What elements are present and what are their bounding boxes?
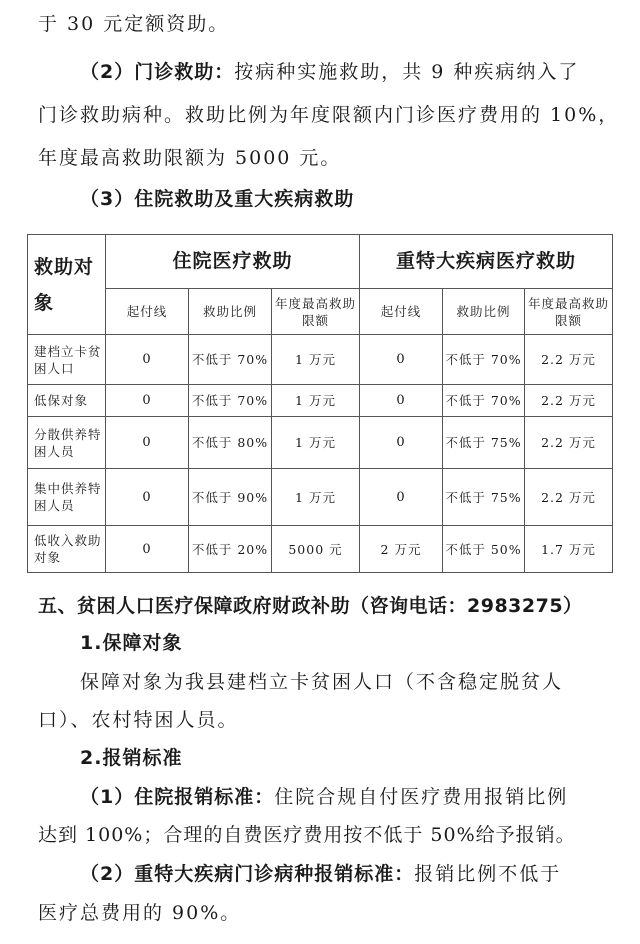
group-header-major-disease: 重特大疾病医疗救助 xyxy=(360,235,613,289)
aid-table xyxy=(27,234,613,573)
text-line xyxy=(80,60,620,84)
sub-header: 救助比例 xyxy=(189,289,272,335)
table-cell: 不低于 70% xyxy=(189,385,272,417)
table-cell: 0 xyxy=(106,385,189,417)
text-line: 医疗总费用的 90%。 xyxy=(38,902,242,924)
table-cell: 不低于 70% xyxy=(443,335,525,385)
section-title: 五、贫困人口医疗保障政府财政补助（咨询电话：2983275） xyxy=(38,595,583,617)
subsection-title: 2.报销标准 xyxy=(80,747,183,769)
text-line: 年度最高救助限额为 5000 元。 xyxy=(38,147,342,169)
text-line: 口）、农村特困人员。 xyxy=(38,709,239,731)
table-cell: 不低于 80% xyxy=(189,417,272,469)
table-cell: 1 万元 xyxy=(272,385,360,417)
text-line xyxy=(80,785,620,809)
table-cell: 0 xyxy=(360,335,443,385)
sub-header: 救助比例 xyxy=(443,289,525,335)
item-text: 按病种实施救助，共 9 种疾病纳入了 xyxy=(234,61,580,83)
row-label: 低保对象 xyxy=(28,385,106,417)
text-line: 达到 100%；合理的自费医疗费用按不低于 50%给予报销。 xyxy=(38,824,576,846)
item-label: （2）门诊救助： xyxy=(80,61,235,83)
table-cell: 2.2 万元 xyxy=(525,385,613,417)
table-cell: 不低于 50% xyxy=(443,526,525,573)
table-cell: 1 万元 xyxy=(272,417,360,469)
table-cell: 不低于 75% xyxy=(443,469,525,526)
table-cell: 0 xyxy=(360,469,443,526)
table-cell: 不低于 70% xyxy=(443,385,525,417)
row-label: 低收入救助对象 xyxy=(28,526,106,573)
table-cell: 2 万元 xyxy=(360,526,443,573)
sub-header: 年度最高救助限额 xyxy=(525,289,613,335)
row-label: 集中供养特困人员 xyxy=(28,469,106,526)
table-row xyxy=(28,385,613,417)
table-row xyxy=(28,526,613,573)
table-cell: 0 xyxy=(360,417,443,469)
item-text: 住院合规自付医疗费用报销比例 xyxy=(274,786,569,808)
sub-header: 年度最高救助限额 xyxy=(272,289,360,335)
table-cell: 0 xyxy=(360,385,443,417)
table-cell: 2.2 万元 xyxy=(525,417,613,469)
item-text: 报销比例不低于 xyxy=(414,863,562,885)
row-label: 建档立卡贫困人口 xyxy=(28,335,106,385)
table-cell: 不低于 90% xyxy=(189,469,272,526)
text-line xyxy=(80,862,620,886)
table-row xyxy=(28,335,613,385)
text-line: 保障对象为我县建档立卡贫困人口（不含稳定脱贫人 xyxy=(80,671,564,693)
row-label: 分散供养特困人员 xyxy=(28,417,106,469)
table-cell: 不低于 70% xyxy=(189,335,272,385)
item-label: （2）重特大疾病门诊病种报销标准： xyxy=(80,863,415,885)
table-cell: 0 xyxy=(106,335,189,385)
text-line: 门诊救助病种。救助比例为年度限额内门诊医疗费用的 10%， xyxy=(38,104,620,126)
table-cell: 2.2 万元 xyxy=(525,335,613,385)
object-header: 救助对象 xyxy=(28,235,106,335)
table-cell: 1 万元 xyxy=(272,335,360,385)
table-cell: 5000 元 xyxy=(272,526,360,573)
sub-header: 起付线 xyxy=(360,289,443,335)
table-cell: 不低于 75% xyxy=(443,417,525,469)
table-row xyxy=(28,469,613,526)
table-cell: 不低于 20% xyxy=(189,526,272,573)
table-cell: 2.2 万元 xyxy=(525,469,613,526)
section-heading: （3）住院救助及重大疾病救助 xyxy=(80,188,355,210)
sub-header: 起付线 xyxy=(106,289,189,335)
table-cell: 1 万元 xyxy=(272,469,360,526)
table-cell: 0 xyxy=(106,526,189,573)
table-cell: 1.7 万元 xyxy=(525,526,613,573)
item-label: （1）住院报销标准： xyxy=(80,786,275,808)
group-header-inpatient: 住院医疗救助 xyxy=(106,235,360,289)
subsection-title: 1.保障对象 xyxy=(80,632,183,654)
table-row xyxy=(28,417,613,469)
text-line: 于 30 元定额资助。 xyxy=(38,13,230,35)
table-cell: 0 xyxy=(106,469,189,526)
table-cell: 0 xyxy=(106,417,189,469)
